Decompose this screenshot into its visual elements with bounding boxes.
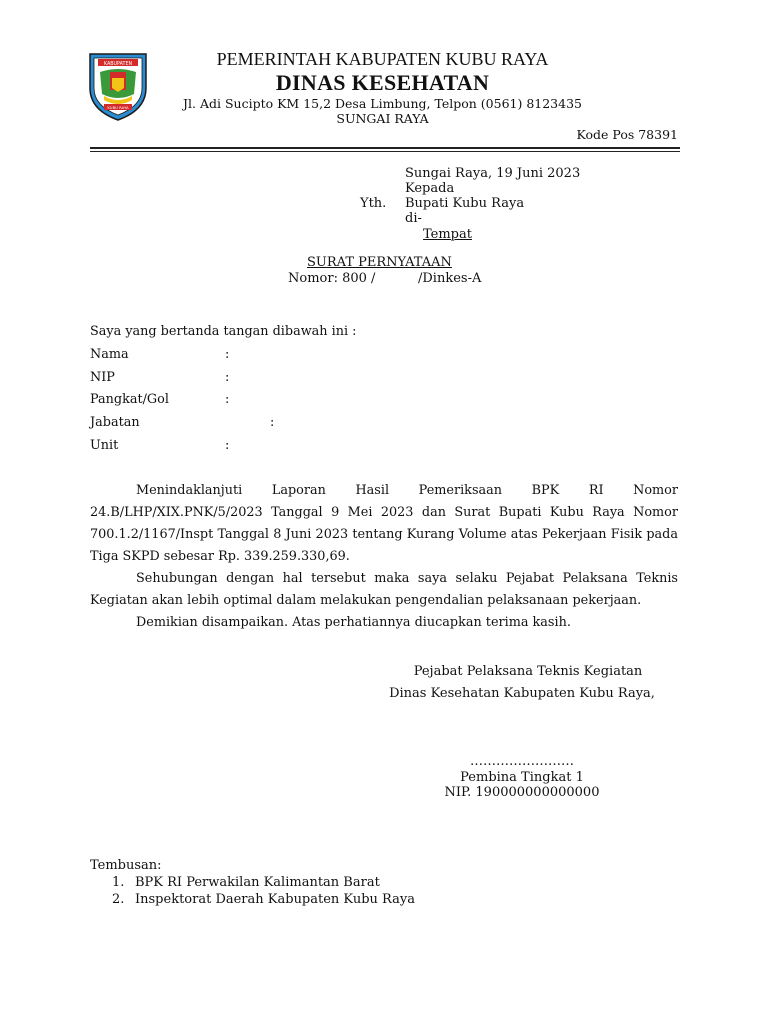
tembusan-item-number: 2.	[112, 892, 125, 907]
letterhead-postal-code: Kode Pos 78391	[576, 127, 678, 142]
signature-rank: Pembina Tingkat 1	[460, 770, 584, 785]
kubu-raya-logo	[84, 48, 152, 122]
letter-date: Sungai Raya, 19 Juni 2023	[405, 166, 581, 181]
letter-number-suffix: /Dinkes-A	[418, 271, 482, 286]
letter-title: SURAT PERNYATAAN	[307, 255, 452, 270]
field-separator: :	[225, 438, 230, 453]
signature-position: Pejabat Pelaksana Teknis Kegiatan	[413, 664, 643, 679]
field-label-nama: Nama	[90, 347, 129, 362]
field-separator: :	[225, 370, 230, 385]
signature-nip: NIP. 190000000000000	[444, 785, 600, 800]
letterhead-address: Jl. Adi Sucipto KM 15,2 Desa Limbung, Telpon (0561) 8123435	[183, 96, 582, 111]
field-label-jabatan: Jabatan	[90, 415, 140, 430]
field-label-pangkat: Pangkat/Gol	[90, 392, 169, 407]
addressee-di: di-	[405, 211, 422, 226]
addressee-tempat: Tempat	[423, 227, 472, 242]
addressee-kepada: Kepada	[405, 181, 455, 196]
field-separator: :	[270, 415, 275, 430]
letter-number-label: Nomor: 800 /	[288, 271, 376, 286]
field-label-unit: Unit	[90, 438, 119, 453]
body-paragraph-3: Demikian disampaikan. Atas perhatiannya diucapkan terima kasih.	[136, 615, 571, 630]
logo-top-text: KABUPATEN	[103, 62, 133, 67]
letterhead-city: SUNGAI RAYA	[336, 111, 429, 126]
letterhead-rule-thick	[90, 147, 680, 149]
signature-office: Dinas Kesehatan Kabupaten Kubu Raya,	[389, 686, 655, 701]
letterhead-government: PEMERINTAH KABUPATEN KUBU RAYA	[216, 49, 549, 69]
tembusan-item: Inspektorat Daerah Kabupaten Kubu Raya	[135, 892, 415, 907]
logo-bottom-text: KUBU RAYA	[107, 105, 129, 110]
signature-name-placeholder: ……………………	[470, 754, 574, 769]
addressee-recipient: Bupati Kubu Raya	[405, 196, 525, 211]
letterhead-agency: DINAS KESEHATAN	[275, 70, 490, 95]
field-label-nip: NIP	[90, 370, 115, 385]
tembusan-item: BPK RI Perwakilan Kalimantan Barat	[135, 875, 380, 890]
letter-body	[90, 480, 678, 634]
body-paragraph-2: Sehubungan dengan hal tersebut maka saya selaku Pejabat Pelaksana Teknis Kegiatan akan lebih optimal dalam melakukan pengendalian pelaksanaan pekerjaan.	[90, 571, 678, 608]
tembusan-label: Tembusan:	[90, 858, 162, 873]
letterhead-rule-thin	[90, 151, 680, 152]
field-separator: :	[225, 347, 230, 362]
intro-text: Saya yang bertanda tangan dibawah ini :	[90, 324, 357, 339]
body-paragraph-1: Menindaklanjuti Laporan Hasil Pemeriksaan BPK RI Nomor 24.B/LHP/XIX.PNK/5/2023 Tanggal 9 Mei 2023 dan Surat Bupati Kubu Raya Nomor 700.1.2/1167/Inspt Tanggal 8 Juni 2023 tentang Kurang Volume atas Pekerjaan Fisik pada Tiga SKPD sebesar Rp. 339.259.330,69.	[90, 483, 678, 564]
field-separator: :	[225, 392, 230, 407]
tembusan-item-number: 1.	[112, 875, 125, 890]
addressee-yth: Yth.	[360, 196, 387, 211]
